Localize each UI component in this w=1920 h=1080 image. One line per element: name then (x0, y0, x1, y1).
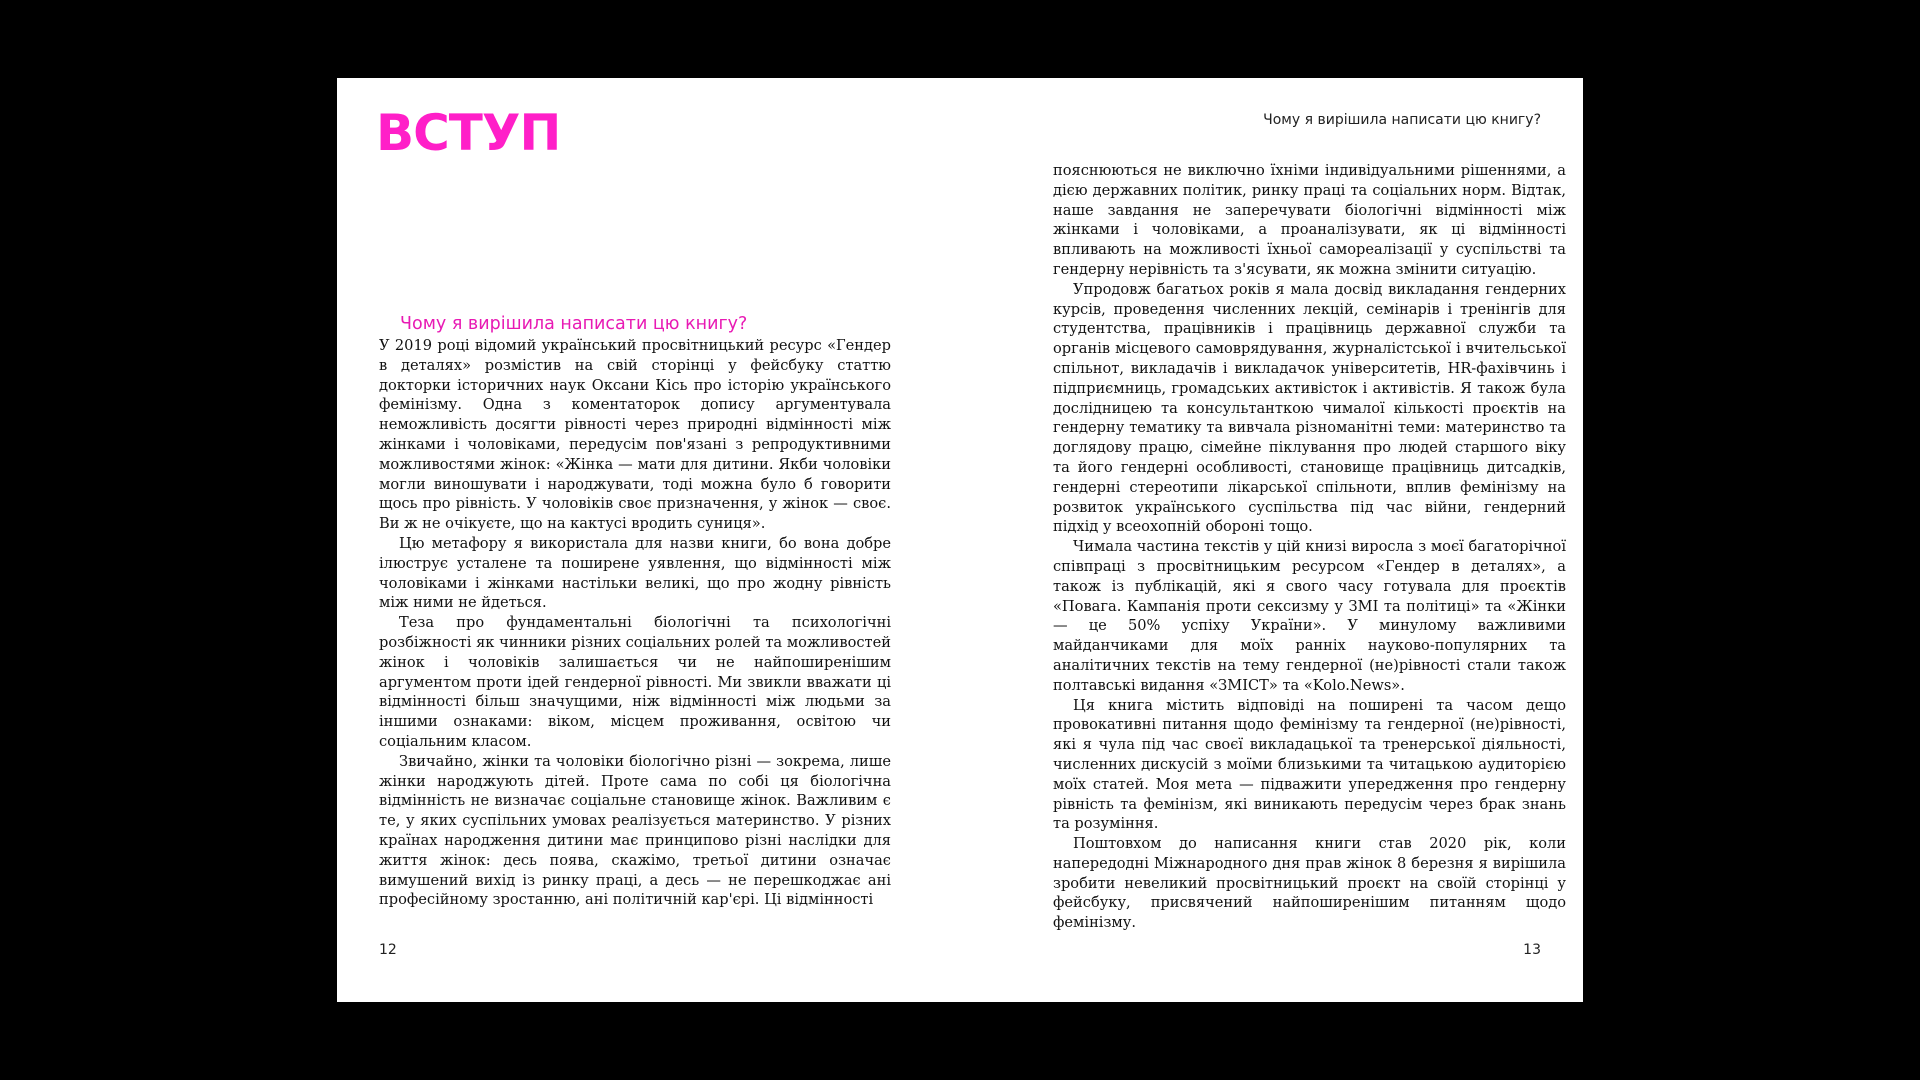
page-number: 13 (1523, 942, 1541, 958)
left-page (337, 78, 960, 1002)
running-head: Чому я вирішила написати цю книгу? (1263, 112, 1541, 128)
paragraph: Упродовж багатьох років я мала досвід викладання гендерних курсів, проведення численних лекцій, семінарів і тренінгів для студентства, працівників і працівниць державної служби та органів місцевого самоврядування, журналістської і вчительської спільнот, викладачів і викладачок університетів, HR-фахівчинь і підприємниць, громадських активісток і активістів. Я також була дослідницею та консультанткою чималої кількості проєктів на гендерну тематику та вивчала різноманітні теми: материнство та доглядову працю, сімейне піклування про людей старшого віку та його гендерні особливості, становище працівниць дитсадків, гендерні стереотипи лікарської спільноти, вплив фемінізму на розвиток українського суспільства під час війни, гендерний підхід у всеохопній обороні тощо. (1053, 280, 1566, 536)
paragraph: пояснюються не виключно їхніми індивідуальними рішеннями, а дією державних політик, ринку праці та соціальних норм. Відтак, наше завдання не заперечувати біологічні відмінності між жінками і чоловіками, а проаналізувати, як ці відмінності впливають на можливості їхньої самореалізації у суспільстві та гендерну нерівність та з'ясувати, як можна змінити ситуацію. (1053, 162, 1566, 278)
right-body-text (1053, 161, 1566, 933)
right-page (960, 78, 1583, 1002)
paragraph: У 2019 році відомий український просвітницький ресурс «Гендер в деталях» розмістив на свій сторінці у фейсбуку статтю докторки історичних наук Оксани Кісь про історію українського фемінізму. Одна з коментаторок допису аргументувала неможливість досягти рівності через природні відмінності між жінками і чоловіками, передусім пов'язані з репродуктивними можливостями жінок: «Жінка — мати для дитини. Якби чоловіки могли виношувати і народжувати, тоді можна було б говорити щось про рівність. У чоловіків своє призначення, у жінок — своє. Ви ж не очікуєте, що на кактусі вродить суниця». (379, 337, 891, 533)
paragraph: Чимала частина текстів у цій книзі виросла з моєї багаторічної співпраці з просвітницьким ресурсом «Гендер в деталях», а також із публікацій, які я свого часу готувала для проєктів «Повага. Кампанія проти сексизму у ЗМІ та політиці» та «Жінки — це 50% успіху України». У минулому важливими майданчиками для моїх ранніх науково-популярних та аналітичних текстів на тему гендерної (не)рівності стали також полтавські видання «ЗМІСТ» та «Kolo.News». (1053, 538, 1566, 694)
paragraph: Ця книга містить відповіді на поширені та часом дещо провокативні питання щодо фемінізму та гендерної (не)рівності, які я чула під час своєї викладацької та тренерської діяльності, численних дискусій з моїми близькими та читацькою аудиторією моїх статей. Моя мета — підважити упередження про гендерну рівність та фемінізм, які виникають передусім через брак знань та розуміння. (1053, 696, 1566, 833)
left-body-text (379, 336, 891, 910)
page-number: 12 (379, 942, 397, 958)
book-spread (337, 78, 1583, 1002)
paragraph: Теза про фундаментальні біологічні та психологічні розбіжності як чинники різних соціальних ролей та можливостей жінок і чоловіків залишається чи не найпоширенішим аргументом проти ідей гендерної рівності. Ми звикли вважати ці відмінності більш значущими, ніж відмінності між людьми за іншими ознаками: віком, місцем проживання, освітою чи соціальним класом. (379, 614, 891, 750)
section-heading: Чому я вирішила написати цю книгу? (400, 314, 748, 334)
paragraph: Поштовхом до написання книги став 2020 рік, коли напередодні Міжнародного дня прав жінок 8 березня я вирішила зробити невеликий просвітницький проєкт на своїй сторінці у фейсбуку, присвячений найпоширенішим питанням щодо фемінізму. (1053, 835, 1566, 932)
paragraph: Цю метафору я використала для назви книги, бо вона добре ілюструє усталене та поширене уявлення, що відмінності між чоловіками і жінками настільки великі, що про жодну рівність між ними не йдеться. (379, 534, 891, 612)
paragraph: Звичайно, жінки та чоловіки біологічно різні — зокрема, лише жінки народжують дітей. Проте сама по собі ця біологічна відмінність не визначає соціальне становище жінок. Важливим є те, у яких суспільних умовах реалізується материнство. У різних країнах народження дитини має принципово різні наслідки для життя жінок: десь поява, скажімо, третьої дитини означає вимушений вихід із ринку праці, а десь — не перешкоджає ані професійному зростанню, ані політичній кар'єрі. Ці відмінності (379, 752, 891, 909)
chapter-title: ВСТУП (376, 104, 561, 162)
